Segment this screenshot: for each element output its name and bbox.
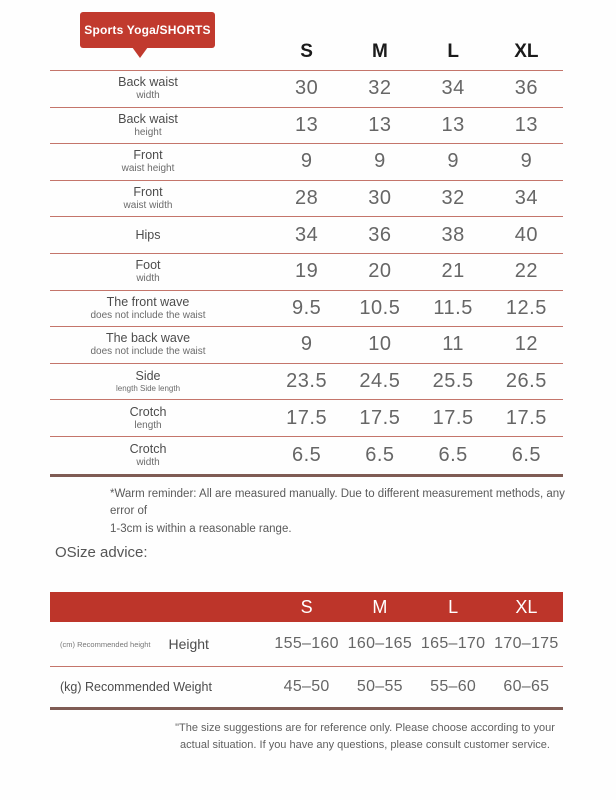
cell-value: 11	[442, 333, 464, 356]
table-row	[50, 400, 563, 437]
row-label: Back waist height	[118, 111, 178, 138]
cell-value: 34	[514, 187, 538, 210]
cell-value: 6.5	[511, 443, 542, 466]
size-col-xl: XL	[514, 41, 539, 62]
cell-value: 30	[295, 77, 319, 100]
cell-value: 17.5	[505, 406, 547, 429]
row-label: Back waist width	[118, 75, 178, 102]
cell-value: 9	[300, 150, 313, 173]
cell-value: 32	[368, 77, 392, 100]
cell-value: 170–175	[494, 635, 559, 652]
cell-value: 13	[295, 113, 319, 136]
cell-value: 165–170	[420, 635, 486, 652]
cell-value: 36	[368, 223, 392, 246]
cell-value: 24.5	[359, 370, 401, 393]
cell-value: 17.5	[432, 406, 474, 429]
cell-value: 10	[368, 333, 392, 356]
warm-reminder-line2: 1-3cm is within a reasonable range.	[110, 522, 292, 535]
cell-value: 60–65	[503, 678, 550, 695]
cell-value: 36	[514, 77, 538, 100]
cell-value: 55–60	[430, 678, 477, 695]
badge-label: Sports Yoga/SHORTS	[84, 23, 211, 37]
advice-col-l: L	[448, 596, 459, 617]
cell-value: 19	[295, 260, 319, 283]
cell-value: 9	[447, 150, 459, 173]
size-col-s: S	[300, 41, 313, 62]
cell-value: 160–165	[347, 635, 413, 652]
row-label: Crotch length	[129, 404, 167, 431]
cell-value: 13	[441, 113, 465, 136]
cell-value: 6.5	[291, 443, 322, 466]
table-row	[50, 437, 563, 474]
recommended-height-row	[50, 622, 563, 667]
cell-value: 12.5	[505, 296, 547, 319]
cell-value: 30	[368, 187, 392, 210]
cell-value: 13	[514, 113, 538, 136]
size-advice-table	[50, 592, 563, 710]
cell-value: 38	[441, 223, 465, 246]
advice-col-m: M	[372, 596, 388, 617]
size-measurement-table	[50, 34, 563, 477]
row-label: The front wave does not include the waist	[90, 294, 206, 321]
advice-col-s: S	[300, 596, 313, 617]
height-unit-label: (cm) Recommended height	[60, 639, 151, 649]
cell-value: 12	[514, 333, 538, 356]
size-table-body	[50, 70, 563, 477]
size-table-header	[50, 34, 563, 70]
table-row	[50, 217, 563, 254]
cell-value: 9.5	[291, 296, 322, 319]
size-col-m: M	[371, 41, 388, 62]
footnote-line2: actual situation. If you have any questions, please consult customer service.	[180, 739, 550, 752]
cell-value: 17.5	[359, 406, 401, 429]
height-row-label	[50, 636, 270, 652]
row-label: Hips	[135, 227, 161, 242]
warm-reminder-note	[110, 486, 580, 538]
table-row	[50, 181, 563, 218]
row-label: The back wave does not include the waist	[90, 331, 206, 358]
cell-value: 17.5	[286, 406, 328, 429]
height-label: Height	[168, 636, 209, 652]
advice-col-xl: XL	[515, 596, 538, 617]
cell-value: 11.5	[433, 296, 473, 319]
cell-value: 25.5	[432, 370, 474, 393]
size-col-l: L	[447, 41, 459, 62]
cell-value: 9	[300, 333, 313, 356]
row-label: Front waist height	[121, 148, 175, 175]
cell-value: 10.5	[359, 296, 401, 319]
cell-value: 21	[441, 260, 465, 283]
table-row	[50, 108, 563, 145]
cell-value: 9	[520, 150, 533, 173]
table-row	[50, 254, 563, 291]
cell-value: 32	[441, 187, 465, 210]
row-label: Crotch width	[129, 441, 167, 468]
cell-value: 34	[441, 77, 465, 100]
cell-value: 13	[368, 113, 392, 136]
cell-value: 6.5	[438, 443, 468, 466]
cell-value: 28	[295, 187, 319, 210]
cell-value: 20	[368, 260, 392, 283]
cell-value: 6.5	[365, 443, 395, 466]
size-suggestion-footnote	[130, 720, 600, 754]
cell-value: 34	[295, 223, 319, 246]
table-row	[50, 144, 563, 181]
footnote-line1: "The size suggestions are for reference only. Please choose according to your	[175, 722, 555, 734]
recommended-weight-row	[50, 667, 563, 710]
row-label: Foot width	[135, 258, 161, 285]
row-label: Front waist width	[123, 185, 173, 212]
cell-value: 9	[374, 150, 386, 173]
warm-reminder-line1: *Warm reminder: All are measured manually. Due to different measurement methods, any error of	[110, 488, 565, 518]
cell-value: 40	[514, 223, 538, 246]
cell-value: 22	[514, 260, 538, 283]
table-row	[50, 71, 563, 108]
advice-header-bar	[50, 592, 563, 622]
table-row	[50, 364, 563, 401]
table-row	[50, 291, 563, 328]
table-row	[50, 327, 563, 364]
cell-value: 155–160	[274, 635, 339, 652]
weight-row-label: (kg) Recommended Weight	[60, 680, 212, 694]
size-advice-heading: OSize advice:	[55, 544, 148, 561]
row-label: Side length Side length	[115, 369, 181, 394]
cell-value: 45–50	[283, 678, 330, 695]
cell-value: 23.5	[286, 370, 328, 393]
cell-value: 26.5	[505, 370, 547, 393]
cell-value: 50–55	[356, 678, 403, 695]
